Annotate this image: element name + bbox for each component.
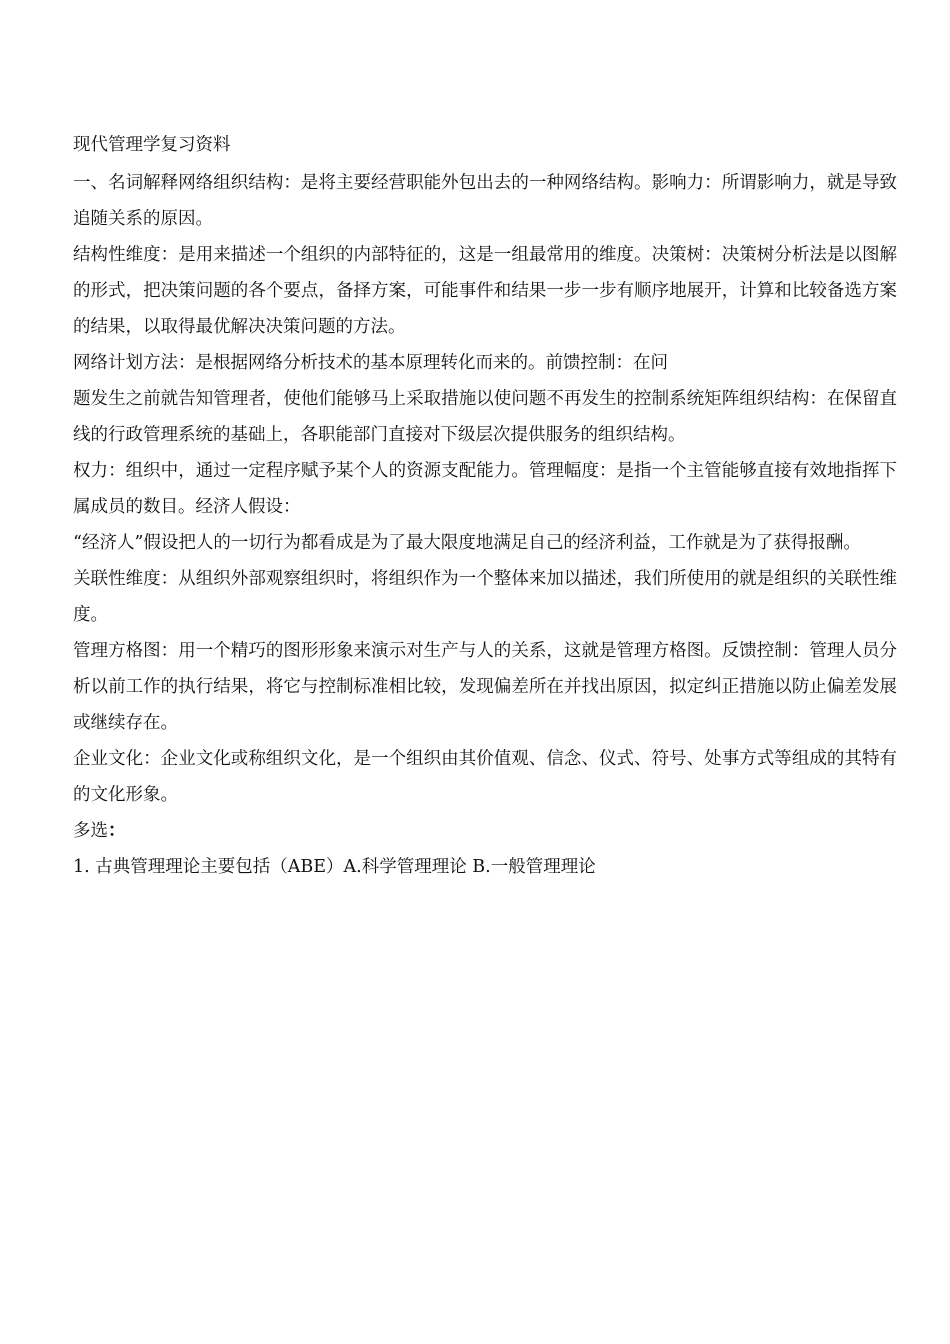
multiple-choice-label: 多选 bbox=[73, 821, 108, 841]
paragraph-network-structure: 一、名词解释网络组织结构：是将主要经营职能外包出去的一种网络结构。影响力：所谓影响力，就是导致追随关系的原因。 bbox=[73, 173, 897, 229]
paragraph-corporate-culture: 企业文化：企业文化或称组织文化，是一个组织由其价值观、信念、仪式、符号、处事方式等组成的其特有的文化形象。 bbox=[73, 749, 897, 805]
paragraph-relational-dimension: 关联性维度：从组织外部观察组织时，将组织作为一个整体来加以描述，我们所使用的就是组织的关联性维度。 bbox=[73, 569, 897, 625]
document-title: 现代管理学复习资料 bbox=[73, 135, 231, 155]
paragraph-power: 权力：组织中，通过一定程序赋予某个人的资源支配能力。管理幅度：是指一个主管能够直接有效地指挥下属成员的数目。经济人假设： bbox=[73, 461, 897, 517]
paragraph-managerial-grid: 管理方格图：用一个精巧的图形形象来演示对生产与人的关系，这就是管理方格图。反馈控制：管理人员分析以前工作的执行结果，将它与控制标准相比较，发现偏差所在并找出原因，拟定纠正措施以防止偏差发展或继续存在。 bbox=[73, 641, 897, 733]
paragraph-feedforward-control: 题发生之前就告知管理者，使他们能够马上采取措施以使问题不再发生的控制系统矩阵组织结构：在保留直线的行政管理系统的基础上，各职能部门直接对下级层次提供服务的组织结构。 bbox=[73, 389, 897, 445]
section-heading-multiple-choice bbox=[73, 813, 897, 849]
document-page bbox=[73, 127, 897, 885]
paragraph-structural-dimension: 结构性维度：是用来描述一个组织的内部特征的，这是一组最常用的维度。决策树：决策树分析法是以图解的形式，把决策问题的各个要点，备择方案，可能事件和结果一步一步有顺序地展开，计算和比较备选方案的结果，以取得最优解决决策问题的方法。 bbox=[73, 245, 897, 337]
paragraph-network-planning: 网络计划方法：是根据网络分析技术的基本原理转化而来的。前馈控制：在问 bbox=[73, 353, 668, 373]
paragraph-economic-man: “经济人”假设把人的一切行为都看成是为了最大限度地满足自己的经济利益，工作就是为了获得报酬。 bbox=[73, 533, 861, 553]
multiple-choice-colon: ： bbox=[108, 821, 126, 841]
question-item-1: 1. 古典管理理论主要包括（ABE）A.科学管理理论 B.一般管理理论 bbox=[73, 857, 596, 877]
